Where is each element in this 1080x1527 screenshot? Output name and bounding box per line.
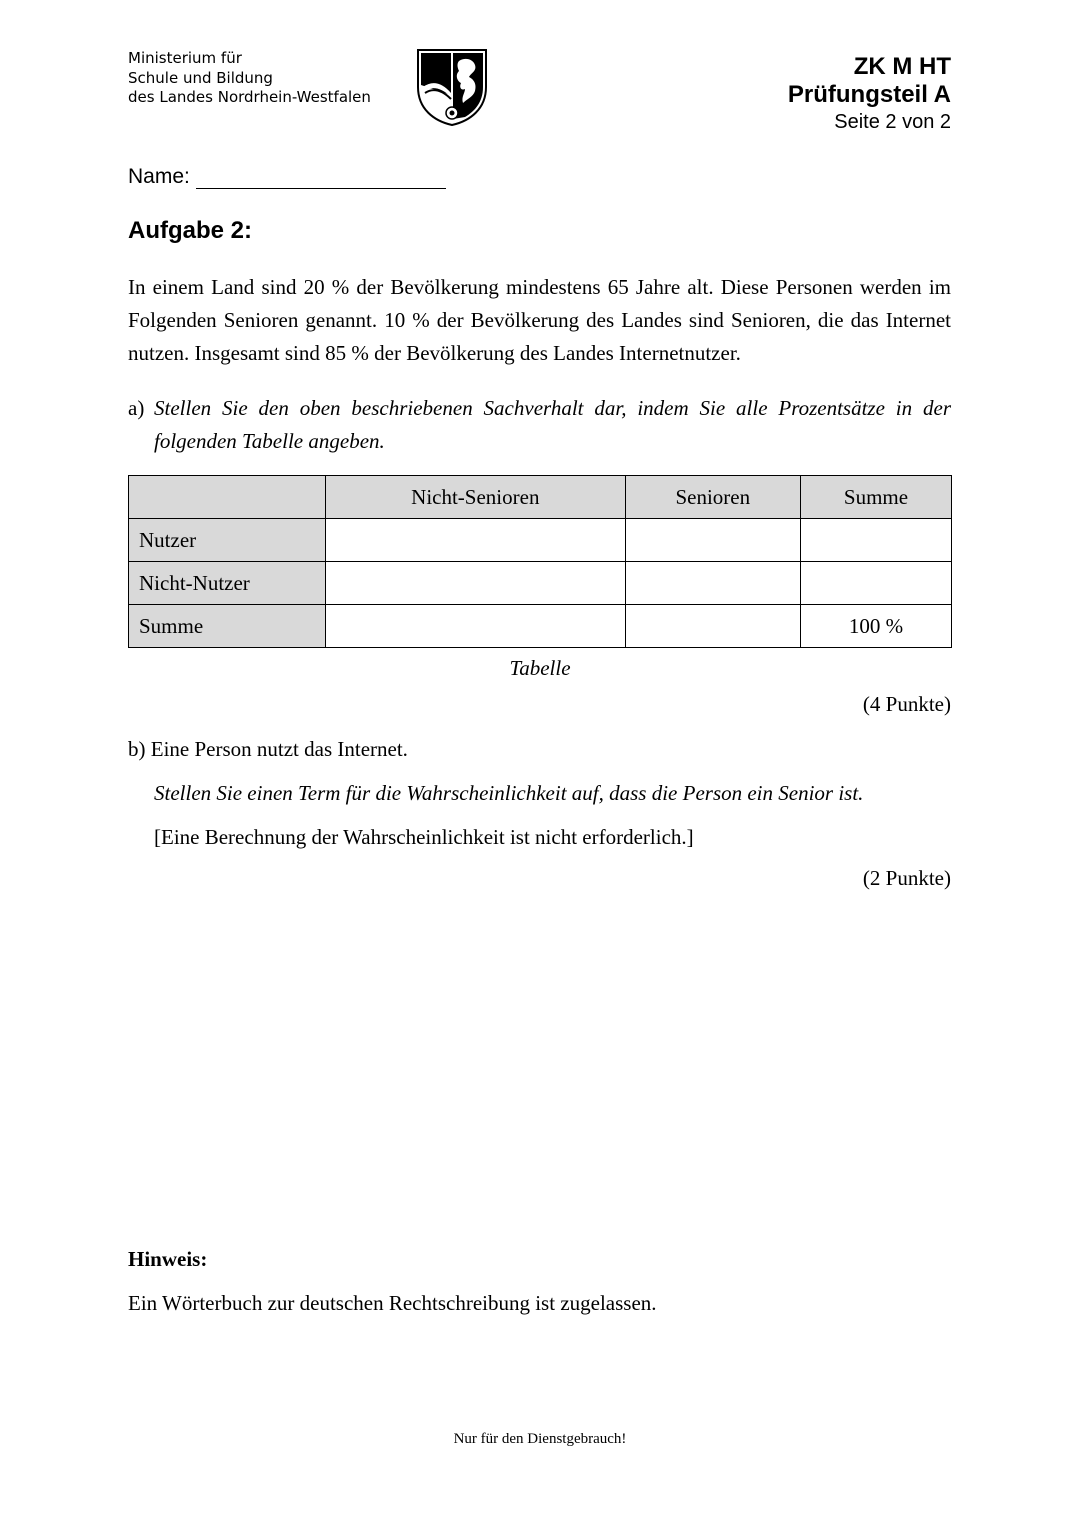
row-header-non-users: Nicht-Nutzer <box>129 562 326 605</box>
table-cell <box>625 605 800 648</box>
exam-code: ZK M HT <box>853 53 951 80</box>
column-header-non-seniors: Nicht-Senioren <box>326 476 626 519</box>
table-row <box>129 519 952 562</box>
table-row <box>129 605 952 648</box>
table-cell <box>625 519 800 562</box>
table-cell <box>800 562 951 605</box>
part-b-statement: Eine Person nutzt das Internet. <box>150 737 408 761</box>
name-blank-line <box>196 166 446 189</box>
part-a-points: (4 Punkte) <box>862 692 951 716</box>
name-field <box>128 165 446 189</box>
row-header-users: Nutzer <box>129 519 326 562</box>
ministry-line: Schule und Bildung <box>128 68 273 87</box>
ministry-header <box>128 49 371 108</box>
table-cell <box>326 605 626 648</box>
ministry-line: Ministerium für <box>128 49 242 67</box>
intro-text: In einem Land sind 20 % der Bevölkerung mindestens 65 Jahre alt. Diese Personen werden im Folgenden Senioren genannt. 10 % der Bevölkerung des Landes sind Senioren, die das Internet nutzen. Insgesamt sind 85 % der Bevölkerung des Landes Internetnutzer. <box>128 275 951 365</box>
part-b-points: (2 Punkte) <box>862 866 951 890</box>
exam-header <box>788 53 951 135</box>
table-cell <box>625 562 800 605</box>
name-label: Name: <box>128 165 190 188</box>
part-a-instruction: Stellen Sie den oben beschriebenen Sachverhalt dar, indem Sie alle Prozentsätze in der folgenden Tabelle angeben. <box>154 396 951 453</box>
hint-title: Hinweis: <box>128 1247 208 1271</box>
exam-part: Prüfungsteil A <box>787 81 951 108</box>
table-cell <box>326 519 626 562</box>
column-header-seniors: Senioren <box>625 476 800 519</box>
table-cell <box>326 562 626 605</box>
part-b-statement-line <box>128 735 951 763</box>
page-info: Seite 2 von 2 <box>834 111 951 133</box>
table-header-row <box>129 476 952 519</box>
table-cell-total: 100 % <box>800 605 951 648</box>
table-cell <box>800 519 951 562</box>
footer-note: Nur für den Dienstgebrauch! <box>453 1431 627 1447</box>
table-corner-cell <box>129 476 326 519</box>
column-header-sum: Summe <box>800 476 951 519</box>
row-header-sum: Summe <box>129 605 326 648</box>
hint-text: Ein Wörterbuch zur deutschen Rechtschreibung ist zugelassen. <box>128 1291 657 1315</box>
percentage-table <box>128 475 952 648</box>
table-row <box>129 562 952 605</box>
part-b-instruction: Stellen Sie einen Term für die Wahrscheinlichkeit auf, dass die Person ein Senior ist. <box>154 781 864 805</box>
part-b <box>128 735 951 851</box>
part-b-note: [Eine Berechnung der Wahrscheinlichkeit ist nicht erforderlich.] <box>154 825 694 849</box>
part-a-label: a) <box>128 396 145 420</box>
ministry-line: des Landes Nordrhein-Westfalen <box>128 88 371 106</box>
part-b-label: b) <box>128 737 146 761</box>
part-a <box>128 392 951 458</box>
task-title: Aufgabe 2: <box>128 217 253 244</box>
table-caption: Tabelle <box>509 656 571 680</box>
nrw-coat-of-arms-icon <box>415 47 489 127</box>
